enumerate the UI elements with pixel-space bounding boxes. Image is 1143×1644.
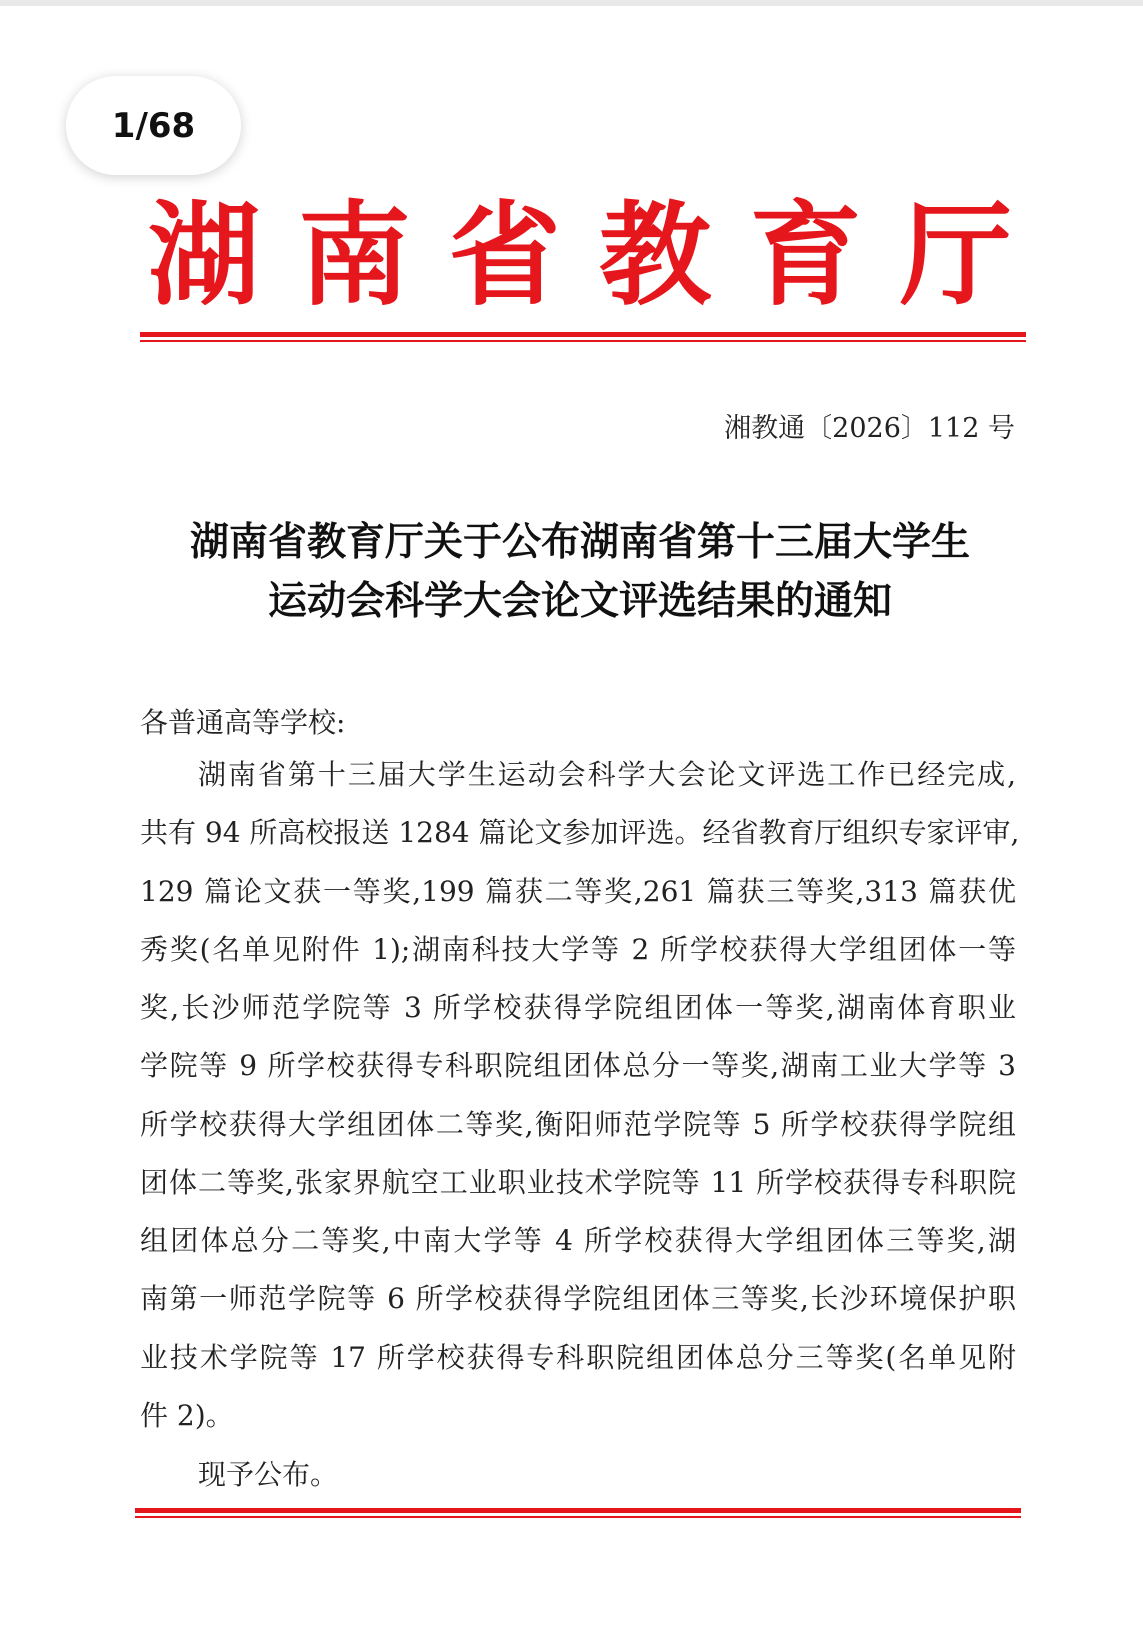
body-line: 所学校获得大学组团体二等奖,衡阳师范学院等 5 所学校获得学院组 bbox=[140, 1108, 1016, 1141]
masthead-char: 省 bbox=[448, 191, 561, 321]
document-number: 湘教通〔2026〕112 号 bbox=[724, 413, 1015, 444]
document-page bbox=[0, 6, 1143, 1644]
body-line: 湖南省第十三届大学生运动会科学大会论文评选工作已经完成, bbox=[198, 758, 1016, 791]
body-line: 团体二等奖,张家界航空工业职业技术学院等 11 所学校获得专科职院 bbox=[140, 1166, 1016, 1199]
body-line: 129 篇论文获一等奖,199 篇获二等奖,261 篇获三等奖,313 篇获优 bbox=[140, 875, 1016, 908]
document-title-line-2: 运动会科学大会论文评选结果的通知 bbox=[267, 579, 892, 624]
body-line: 秀奖(名单见附件 1);湖南科技大学等 2 所学校获得大学组团体一等 bbox=[140, 933, 1016, 966]
masthead bbox=[140, 186, 1020, 326]
closing-line: 现予公布。 bbox=[198, 1458, 339, 1491]
footer-divider-thin bbox=[135, 1516, 1021, 1518]
masthead-char: 南 bbox=[298, 191, 411, 321]
body-line: 业技术学院等 17 所学校获得专科职院组团体总分三等奖(名单见附 bbox=[140, 1341, 1016, 1374]
body-line: 件 2)。 bbox=[140, 1399, 234, 1432]
body-line: 共有 94 所高校报送 1284 篇论文参加评选。经省教育厅组织专家评审, bbox=[140, 816, 1020, 849]
masthead-divider-thick bbox=[140, 332, 1026, 337]
document-title-line-1: 湖南省教育厅关于公布湖南省第十三届大学生 bbox=[189, 520, 970, 565]
masthead-char: 教 bbox=[599, 191, 712, 321]
masthead-divider-thin bbox=[140, 340, 1026, 342]
body-line: 奖,长沙师范学院等 3 所学校获得学院组团体一等奖,湖南体育职业 bbox=[140, 991, 1016, 1024]
page-counter: 1/68 bbox=[66, 76, 241, 175]
body-line: 学院等 9 所学校获得专科职院组团体总分一等奖,湖南工业大学等 3 bbox=[140, 1049, 1016, 1082]
masthead-char: 湖 bbox=[148, 191, 260, 321]
body-line: 组团体总分二等奖,中南大学等 4 所学校获得大学组团体三等奖,湖 bbox=[140, 1224, 1016, 1257]
masthead-char: 厅 bbox=[899, 191, 1012, 321]
body-line: 南第一师范学院等 6 所学校获得学院组团体三等奖,长沙环境保护职 bbox=[140, 1282, 1016, 1315]
footer-divider-thick bbox=[135, 1508, 1021, 1513]
salutation: 各普通高等学校: bbox=[140, 706, 346, 739]
masthead-char: 育 bbox=[749, 191, 862, 321]
